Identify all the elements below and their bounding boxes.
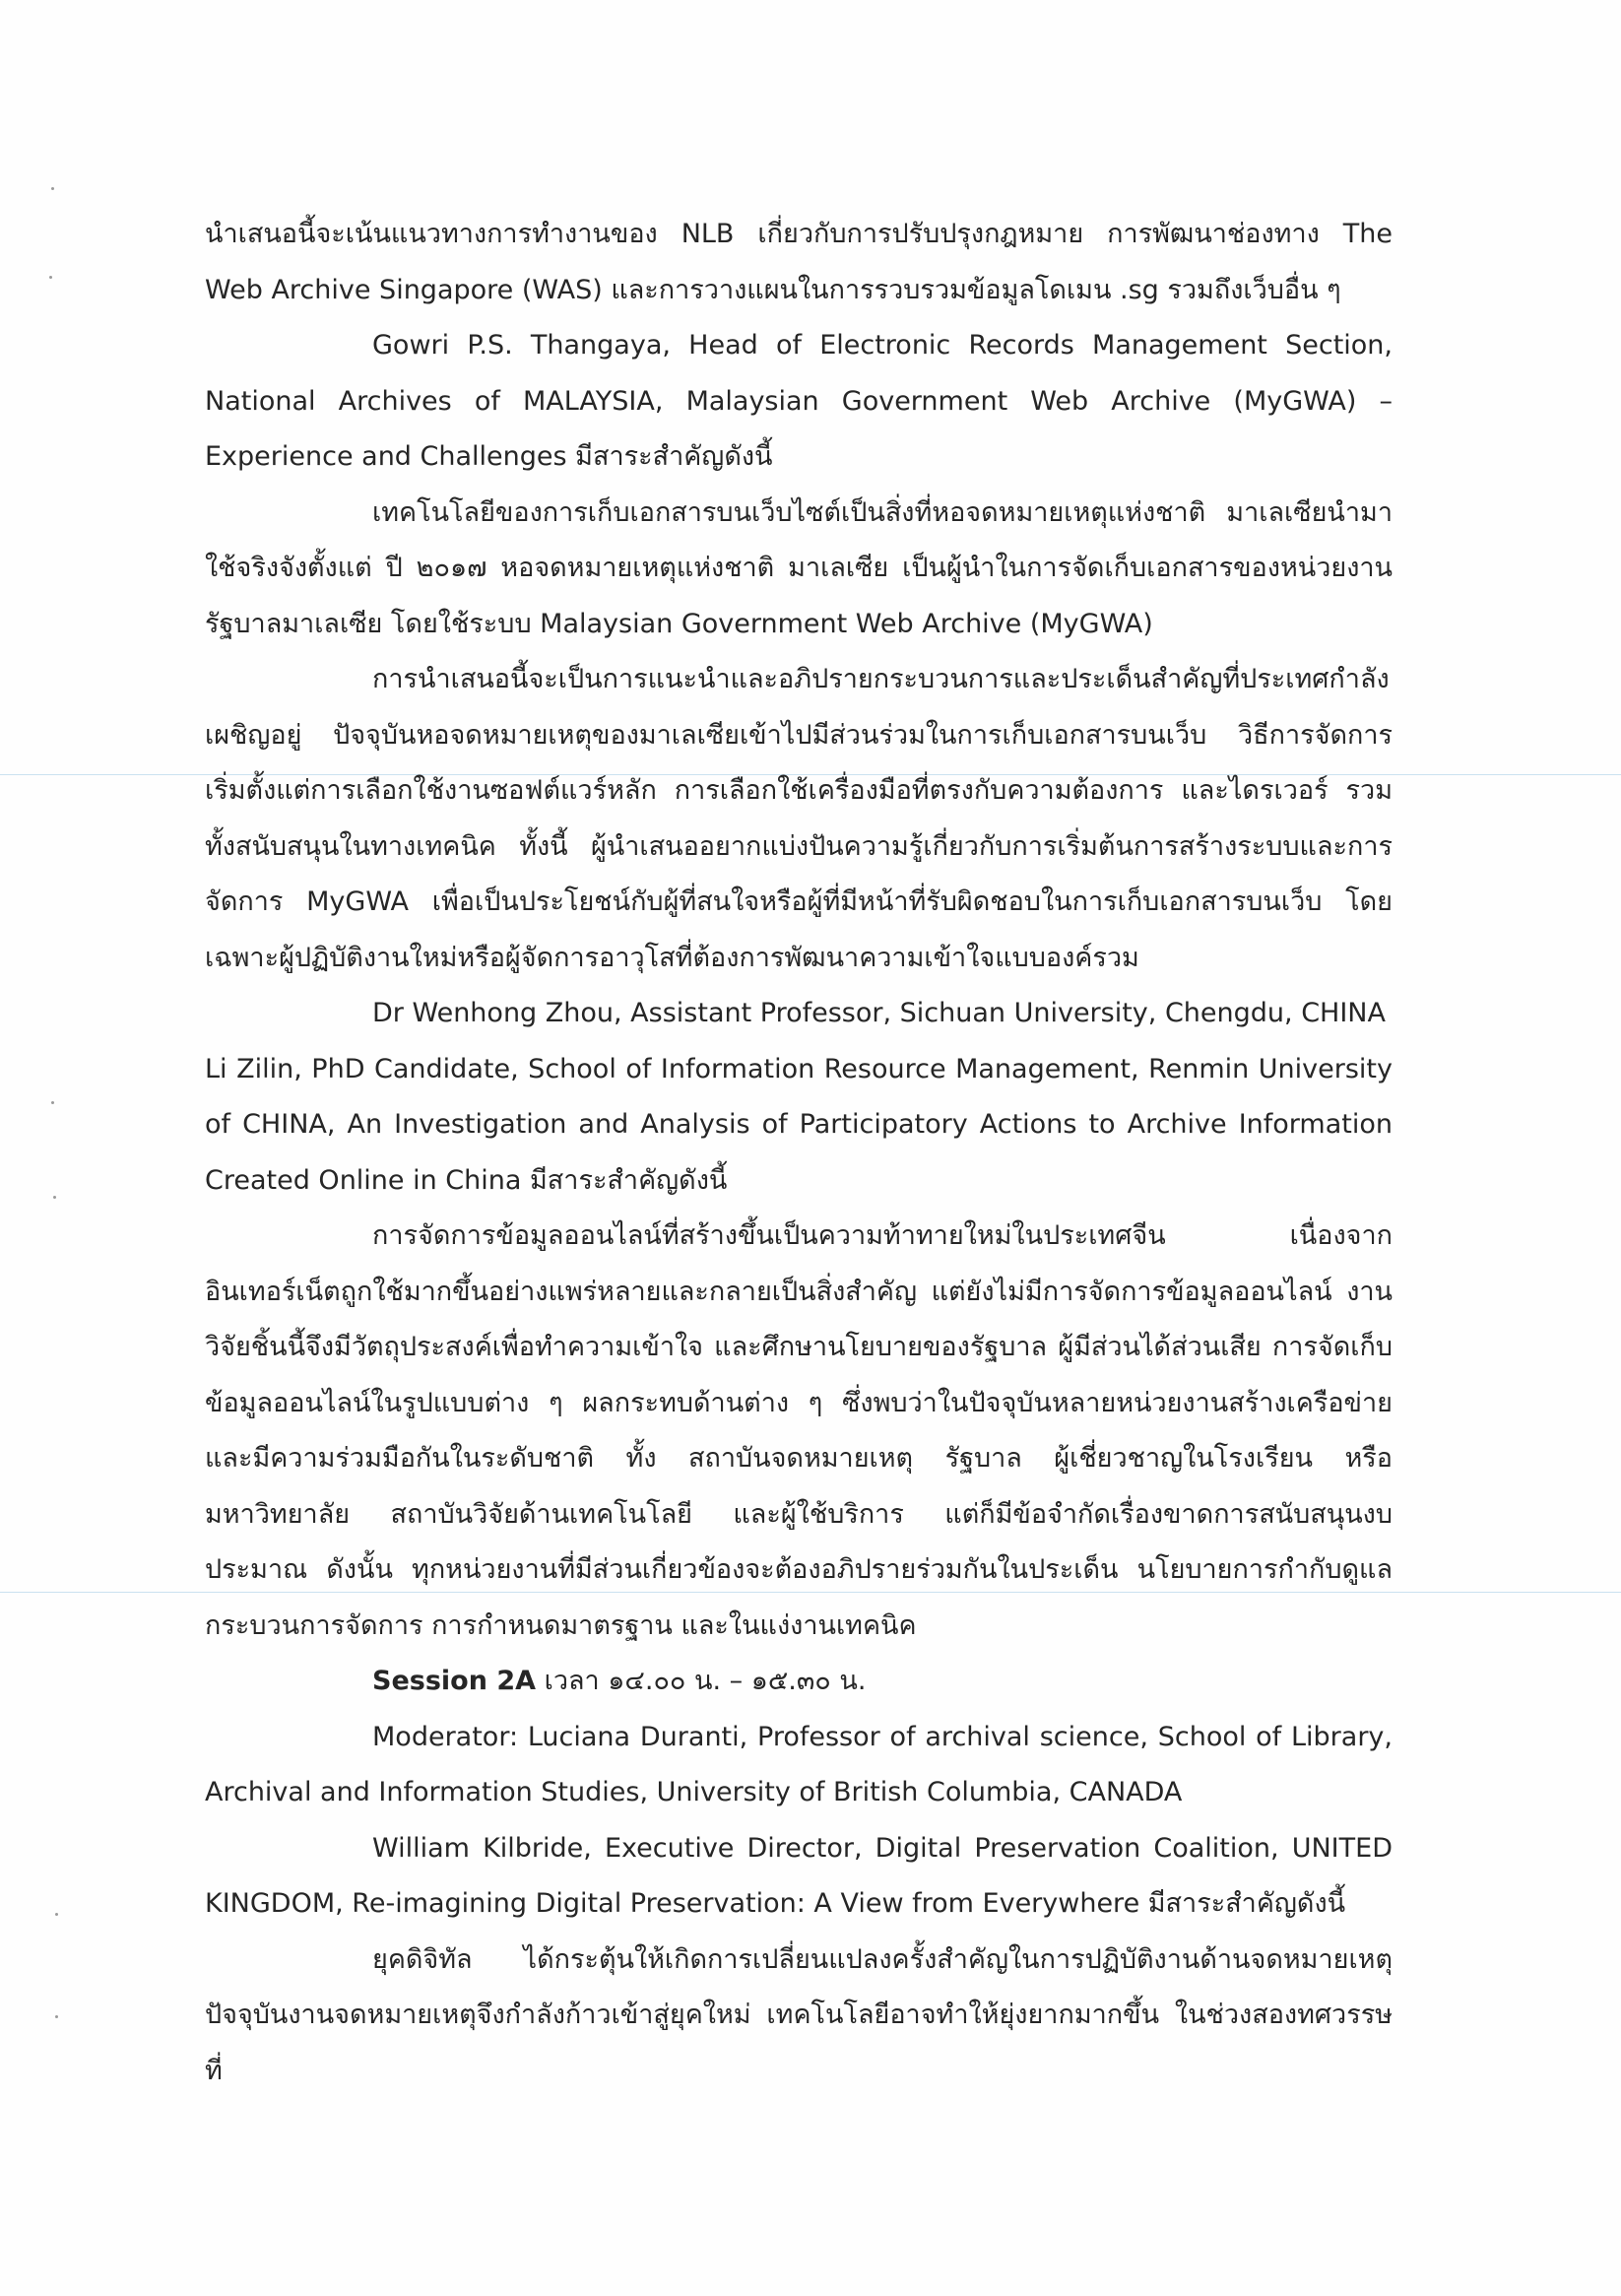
paragraph: Gowri P.S. Thangaya, Head of Electronic Records Management Section, National Archives of MALAYSIA, Malaysian Government Web Archive (MyGWA) – Experience and Challenges มีสาระสำคัญดังนี้ (205, 330, 1393, 472)
body-text (205, 207, 1393, 2099)
scan-speck (55, 1913, 58, 1916)
session-time: เวลา ๑๔.๐๐ น. – ๑๕.๓๐ น. (544, 1666, 867, 1696)
scan-speck (55, 2015, 58, 2018)
scan-speck (51, 187, 54, 190)
session-label: Session 2A (372, 1666, 537, 1696)
paragraph: William Kilbride, Executive Director, Digital Preservation Coalition, UNITED KINGDOM, Re-imagining Digital Preservation: A View from Everywhere มีสาระสำคัญดังนี้ (205, 1832, 1393, 1919)
paragraph: ยุคดิจิทัล ได้กระตุ้นให้เกิดการเปลี่ยนแปลงครั้งสำคัญในการปฏิบัติงานด้านจดหมายเหตุ ปัจจุบันงานจดหมายเหตุจึงกำลังก้าวเข้าสู่ยุคใหม่ เทคโนโลยีอาจทำให้ยุ่งยากมากขึ้น ในช่วงสองทศวรรษที่ (205, 1943, 1393, 2086)
paragraph: การจัดการข้อมูลออนไลน์ที่สร้างขึ้นเป็นความท้าทายใหม่ในประเทศจีน เนื่องจากอินเทอร์เน็ตถูกใช้มากขึ้นอย่างแพร่หลายและกลายเป็นสิ่งสำคัญ แต่ยังไม่มีการจัดการข้อมูลออนไลน์ งานวิจัยชิ้นนี้จึงมีวัตถุประสงค์เพื่อทำความเข้าใจ และศึกษานโยบายของรัฐบาล ผู้มีส่วนได้ส่วนเสีย การจัดเก็บข้อมูลออนไลน์ในรูปแบบต่าง ๆ ผลกระทบด้านต่าง ๆ ซึ่งพบว่าในปัจจุบันหลายหน่วยงานสร้างเครือข่ายและมีความร่วมมือกันในระดับชาติ ทั้ง สถาบันจดหมายเหตุ รัฐบาล ผู้เชี่ยวชาญในโรงเรียน หรือมหาวิทยาลัย สถาบันวิจัยด้านเทคโนโลยี และผู้ใช้บริการ แต่ก็มีข้อจำกัดเรื่องขาดการสนับสนุนงบประมาณ ดังนั้น ทุกหน่วยงานที่มีส่วนเกี่ยวข้องจะต้องอภิปรายร่วมกันในประเด็น นโยบายการกำกับดูแล กระบวนการจัดการ การกำหนดมาตรฐาน และในแง่งานเทคนิค (205, 1220, 1393, 1641)
paragraph: Li Zilin, PhD Candidate, School of Information Resource Management, Renmin University of CHINA, An Investigation and Analysis of Participatory Actions to Archive Information Created Online in China มีสาระสำคัญดังนี้ (205, 1053, 1393, 1196)
paragraph: Dr Wenhong Zhou, Assistant Professor, Sichuan University, Chengdu, CHINA (372, 998, 1386, 1028)
paragraph: เทคโนโลยีของการเก็บเอกสารบนเว็บไซต์เป็นสิ่งที่หอจดหมายเหตุแห่งชาติ มาเลเซียนำมาใช้จริงจังตั้งแต่ ปี ๒๐๑๗ หอจดหมายเหตุแห่งชาติ มาเลเซีย เป็นผู้นำในการจัดเก็บเอกสารของหน่วยงานรัฐบาลมาเลเซีย โดยใช้ระบบ Malaysian Government Web Archive (MyGWA) (205, 496, 1393, 639)
paragraph: นำเสนอนี้จะเน้นแนวทางการทำงานของ NLB เกี่ยวกับการปรับปรุงกฎหมาย การพัฒนาช่องทาง The Web Archive Singapore (WAS) และการวางแผนในการรวบรวมข้อมูลโดเมน .sg รวมถึงเว็บอื่น ๆ (205, 219, 1393, 305)
scan-speck (53, 1196, 56, 1199)
scan-speck (51, 1101, 54, 1104)
paragraph: Moderator: Luciana Duranti, Professor of archival science, School of Library, Archival and Information Studies, University of British Columbia, CANADA (205, 1721, 1393, 1807)
scan-speck (49, 276, 52, 279)
paragraph: การนำเสนอนี้จะเป็นการแนะนำและอภิปรายกระบวนการและประเด็นสำคัญที่ประเทศกำลังเผชิญอยู่ ปัจจุบันหอจดหมายเหตุของมาเลเซียเข้าไปมีส่วนร่วมในการเก็บเอกสารบนเว็บ วิธีการจัดการ เริ่มตั้งแต่การเลือกใช้งานซอฟต์แวร์หลัก การเลือกใช้เครื่องมือที่ตรงกับความต้องการ และไดรเวอร์ รวมทั้งสนับสนุนในทางเทคนิค ทั้งนี้ ผู้นำเสนออยากแบ่งปันความรู้เกี่ยวกับการเริ่มต้นการสร้างระบบและการจัดการ MyGWA เพื่อเป็นประโยชน์กับผู้ที่สนใจหรือผู้ที่มีหน้าที่รับผิดชอบในการเก็บเอกสารบนเว็บ โดยเฉพาะผู้ปฏิบัติงานใหม่หรือผู้จัดการอาวุโสที่ต้องการพัฒนาความเข้าใจแบบองค์รวม (205, 664, 1393, 973)
session-heading (205, 1654, 1393, 1710)
